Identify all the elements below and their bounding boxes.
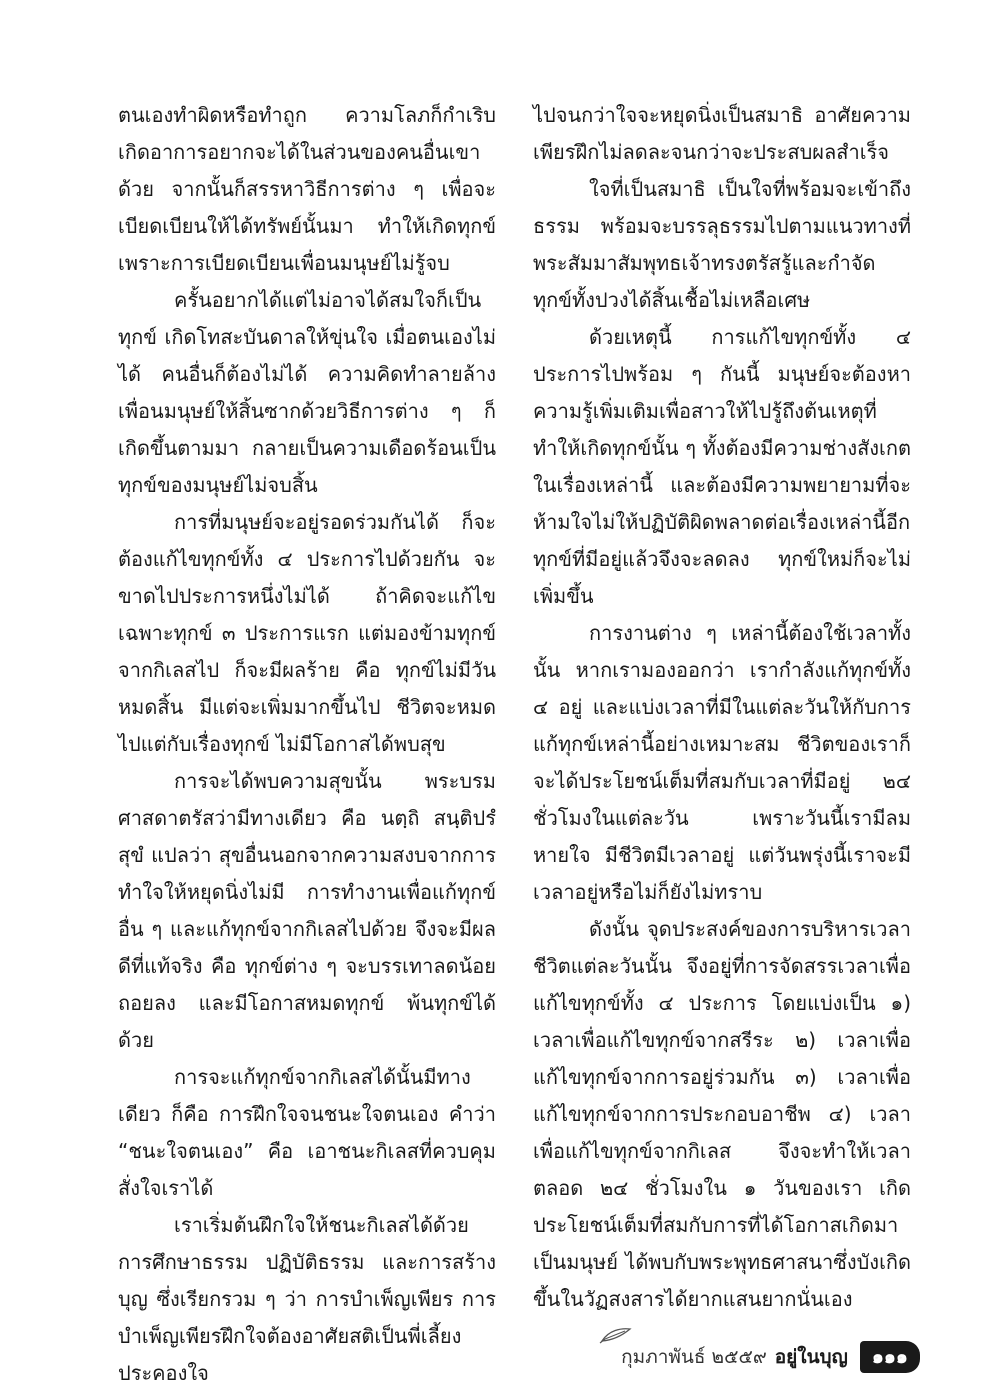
page-footer <box>600 1342 920 1372</box>
paragraph: ครั้นอยากได้แต่ไม่อาจได้สมใจก็เป็นทุกข์ เกิดโทสะบันดาลให้ขุ่นใจ เมื่อตนเองไม่ได้ คนอื่นก็ต้องไม่ได้ ความคิดทำลายล้างเพื่อนมนุษย์ให้สิ้นซากด้วยวิธีการต่าง ๆ ก็เกิดขึ้นตามมา กลายเป็นความเดือดร้อนเป็นทุกข์ของมนุษย์ไม่จบสิ้น <box>118 288 496 497</box>
paragraph: การจะแก้ทุกข์จากกิเลสได้นั้นมีทางเดียว ก็คือ การฝึกใจจนชนะใจตนเอง คำว่า “ชนะใจตนเอง” คือ เอาชนะกิเลสที่ควบคุมสั่งใจเราได้ <box>118 1065 496 1200</box>
paragraph: ด้วยเหตุนี้ การแก้ไขทุกข์ทั้ง ๔ ประการไปพร้อม ๆ กันนี้ มนุษย์จะต้องหาความรู้เพิ่มเติมเพื่อสาวให้ไปรู้ถึงต้นเหตุที่ทำให้เกิดทุกข์นั้น ๆ ทั้งต้องมีความช่างสังเกตในเรื่องเหล่านี้ และต้องมีความพยายามที่จะห้ามใจไม่ให้ปฏิบัติผิดพลาดต่อเรื่องเหล่านี้อีก ทุกข์ที่มีอยู่แล้วจึงจะลดลง ทุกข์ใหม่ก็จะไม่เพิ่มขึ้น <box>533 325 911 608</box>
paragraph: เราเริ่มต้นฝึกใจให้ชนะกิเลสได้ด้วยการศึกษาธรรม ปฏิบัติธรรม และการสร้างบุญ ซึ่งเรียกรวม ๆ ว่า การบำเพ็ญเพียร การบำเพ็ญเพียรฝึกใจต้องอาศัยสติเป็นพี่เลี้ยงประคองใจ <box>118 1213 496 1385</box>
paragraph-final <box>533 911 911 1356</box>
issue-date: กุมภาพันธ์ ๒๕๕๙ <box>621 1346 767 1368</box>
paragraph: การที่มนุษย์จะอยู่รอดร่วมกันได้ ก็จะต้องแก้ไขทุกข์ทั้ง ๔ ประการไปด้วยกัน จะขาดไปประการหนึ่งไม่ได้ ถ้าคิดจะแก้ไขเฉพาะทุกข์ ๓ ประการแรก แต่มองข้ามทุกข์จากกิเลสไป ก็จะมีผลร้าย คือ ทุกข์ไม่มีวันหมดสิ้น มีแต่จะเพิ่มมากขึ้นไป ชีวิตจะหมดไปแต่กับเรื่องทุกข์ ไม่มีโอกาสได้พบสุข <box>118 510 496 756</box>
magazine-title: อยู่ในบุญ <box>774 1346 848 1368</box>
paragraph: ไปจนกว่าใจจะหยุดนิ่งเป็นสมาธิ อาศัยความเพียรฝึกไม่ลดละจนกว่าจะประสบผลสำเร็จ <box>533 103 911 164</box>
page-number-badge: ๑๑๑ <box>860 1341 920 1373</box>
right-column <box>533 97 911 1356</box>
paragraph-final-text: ดังนั้น จุดประสงค์ของการบริหารเวลาชีวิตแต่ละวันนั้น จึงอยู่ที่การจัดสรรเวลาเพื่อแก้ไขทุกข์ทั้ง ๔ ประการ โดยแบ่งเป็น ๑) เวลาเพื่อแก้ไขทุกข์จากสรีระ ๒) เวลาเพื่อแก้ไขทุกข์จากการอยู่ร่วมกัน ๓) เวลาเพื่อแก้ไขทุกข์จากการประกอบอาชีพ ๔) เวลาเพื่อแก้ไขทุกข์จากกิเลส จึงจะทำให้เวลาตลอด ๒๔ ชั่วโมงใน ๑ วันของเรา เกิดประโยชน์เต็มที่สมกับการที่ได้โอกาสเกิดมาเป็นมนุษย์ ได้พบกับพระพุทธศาสนาซึ่งบังเกิดขึ้นในวัฏสงสารได้ยากแสนยากนั่นเอง <box>533 917 911 1311</box>
paragraph: การงานต่าง ๆ เหล่านี้ต้องใช้เวลาทั้งนั้น หากเรามองออกว่า เรากำลังแก้ทุกข์ทั้ง ๔ อยู่ และแบ่งเวลาที่มีในแต่ละวันให้กับการแก้ทุกข์เหล่านี้อย่างเหมาะสม ชีวิตของเราก็จะได้ประโยชน์เต็มที่สมกับเวลาที่มีอยู่ ๒๔ ชั่วโมงในแต่ละวัน เพราะวันนี้เรามีลมหายใจ มีชีวิตมีเวลาอยู่ แต่วันพรุ่งนี้เราจะมีเวลาอยู่หรือไม่ก็ยังไม่ทราบ <box>533 621 911 904</box>
paragraph: ตนเองทำผิดหรือทำถูก ความโลภก็กำเริบ เกิดอาการอยากจะได้ในส่วนของคนอื่นเขาด้วย จากนั้นก็สรรหาวิธีการต่าง ๆ เพื่อจะเบียดเบียนให้ได้ทรัพย์นั้นมา ทำให้เกิดทุกข์เพราะการเบียดเบียนเพื่อนมนุษย์ไม่รู้จบ <box>118 103 496 275</box>
paragraph: ใจที่เป็นสมาธิ เป็นใจที่พร้อมจะเข้าถึงธรรม พร้อมจะบรรลุธรรมไปตามแนวทางที่พระสัมมาสัมพุทธเจ้าทรงตรัสรู้และกำจัดทุกข์ทั้งปวงได้สิ้นเชื้อไม่เหลือเศษ <box>533 177 911 312</box>
left-column <box>118 97 496 1392</box>
paragraph: การจะได้พบความสุขนั้น พระบรมศาสดาตรัสว่ามีทางเดียว คือ นตฺถิ สนฺติปรํ สุขํ แปลว่า สุขอื่นนอกจากความสงบจากการทำใจให้หยุดนิ่งไม่มี การทำงานเพื่อแก้ทุกข์อื่น ๆ และแก้ทุกข์จากกิเลสไปด้วย จึงจะมีผลดีที่แท้จริง คือ ทุกข์ต่าง ๆ จะบรรเทาลดน้อยถอยลง และมีโอกาสหมดทุกข์ พ้นทุกข์ได้ด้วย <box>118 769 496 1052</box>
